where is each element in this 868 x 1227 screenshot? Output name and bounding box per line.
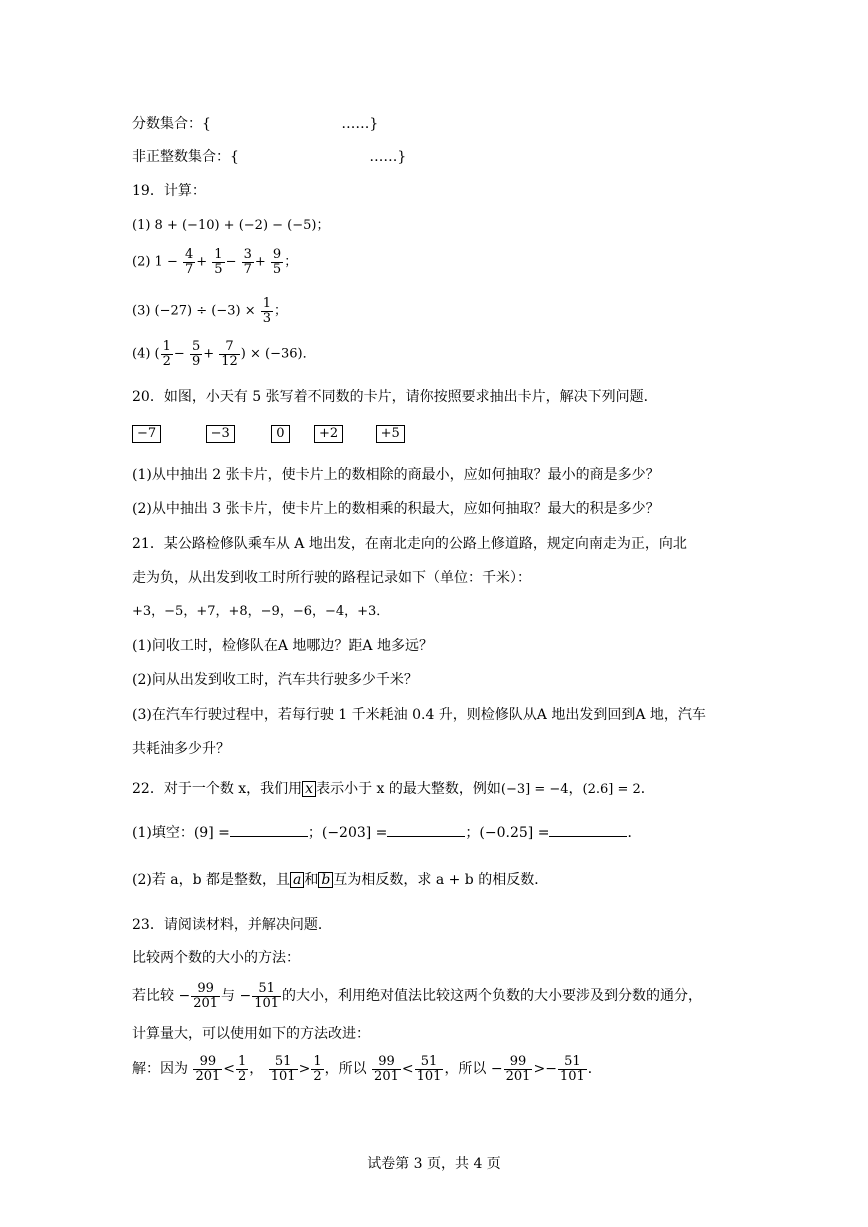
q23-solution: 解：因为 $\frac{99}{201}$ < $\frac{1}{2}$ ， $\frac{51}{101}$ > $\frac{1}{2}$ ，所以 $\frac{99}{201}$ < $\frac{51}{101}$ ，所以 − $\frac{99}{201}$ >− $\frac{51}{101}$ ． bbox=[132, 1054, 602, 1084]
card: −3 bbox=[206, 425, 235, 443]
q22-part1: (1)填空：(9] = ；(−203] = ；(−0.25] = ． bbox=[132, 825, 642, 841]
q20-title: 20．如图，小天有 5 张写着不同数的卡片，请你按照要求抽出卡片，解决下列问题． bbox=[132, 389, 658, 405]
answer-blank[interactable] bbox=[549, 835, 627, 837]
q23-line1: 若比较 − $\frac{99}{201}$ 与 − $\frac{51}{101}$ 的大小，利用绝对值法比较这两个负数的大小要涉及到分数的通分， bbox=[132, 981, 703, 1011]
q21-part1: (1)问收工时，检修队在A 地哪边？距A 地多远？ bbox=[132, 638, 433, 654]
q23-title: 23．请阅读材料，并解决问题． bbox=[132, 917, 332, 933]
q21-part2: (2)问从出发到收工时，汽车共行驶多少千米？ bbox=[132, 672, 418, 688]
card: +5 bbox=[376, 425, 405, 443]
q19-part1: (1) 8 + (−10) + (−2) − (−5)； bbox=[132, 218, 330, 233]
answer-blank[interactable] bbox=[387, 835, 465, 837]
q19-part2: (2) 1 − $\frac{4}{7}$ + $\frac{1}{5}$ − $\frac{3}{7}$ + $\frac{9}{5}$ ； bbox=[132, 247, 298, 277]
floor-bracket: x bbox=[302, 781, 316, 797]
fraction-set-line: 分数集合：{ ……} bbox=[132, 116, 379, 132]
q19-part3: (3) (−27) ÷ (−3) × $\frac{1}{3}$ ； bbox=[132, 296, 288, 326]
card: −7 bbox=[132, 425, 161, 443]
q19-title: 19．计算： bbox=[132, 183, 206, 199]
q21-part3-line2: 共耗油多少升？ bbox=[132, 741, 230, 757]
q22-part2: (2)若 a，b 都是整数，且 a 和 b 互为相反数，求 a + b 的相反数． bbox=[132, 872, 549, 888]
floor-bracket: b bbox=[318, 872, 333, 888]
card: 0 bbox=[271, 425, 289, 443]
q21-part3-line1: (3)在汽车行驶过程中，若每行驶 1 千米耗油 0.4 升，则检修队从A 地出发到回到A 地，汽车 bbox=[132, 707, 706, 723]
q19-part4: (4) ( $\frac{1}{2}$ − $\frac{5}{9}$ + $\frac{7}{12}$ ) × (−36)． bbox=[132, 339, 316, 369]
q20-cards bbox=[132, 425, 405, 443]
nonpositive-integer-set-line: 非正整数集合：{ ……} bbox=[132, 149, 407, 165]
q21-line2: 走为负，从出发到收工时所行驶的路程记录如下（单位：千米）： bbox=[132, 570, 531, 586]
card: +2 bbox=[314, 425, 343, 443]
q21-record: +3，−5，+7，+8，−9，−6，−4，+3． bbox=[132, 604, 390, 619]
q21-line1: 21．某公路检修队乘车从 A 地出发，在南北走向的公路上修道路，规定向南走为正，向北 bbox=[132, 536, 687, 552]
q20-part2: (2)从中抽出 3 张卡片，使卡片上的数相乘的积最大，应如何抽取？最大的积是多少？ bbox=[132, 501, 660, 517]
q23-method: 比较两个数的大小的方法： bbox=[132, 950, 300, 966]
q22-intro: 22．对于一个数 x，我们用 x 表示小于 x 的最大整数，例如(−3] = −4，(2.6] = 2． bbox=[132, 781, 655, 797]
floor-bracket: a bbox=[290, 872, 304, 888]
page-footer: 试卷第 3 页，共 4 页 bbox=[367, 1156, 501, 1172]
q23-line2: 计算量大，可以使用如下的方法改进： bbox=[132, 1026, 370, 1042]
answer-blank[interactable] bbox=[230, 835, 308, 837]
q20-part1: (1)从中抽出 2 张卡片，使卡片上的数相除的商最小，应如何抽取？最小的商是多少？ bbox=[132, 467, 660, 483]
